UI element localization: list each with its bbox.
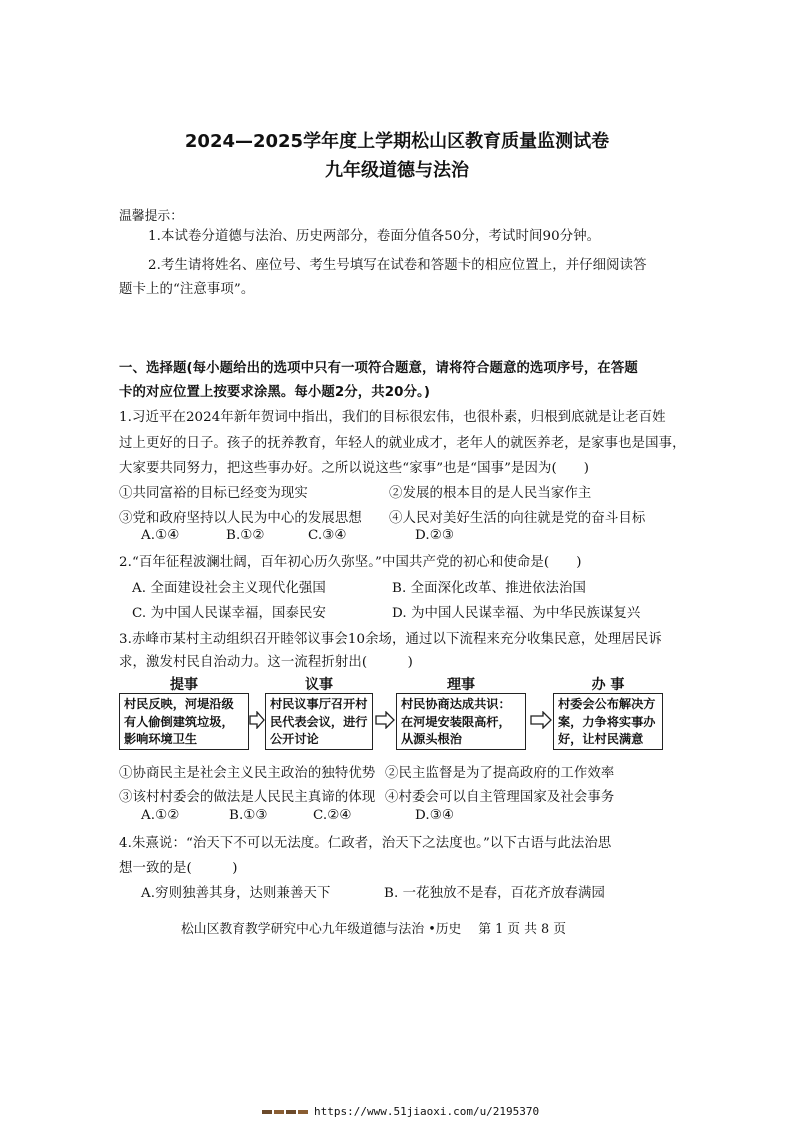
- q1-stem-2: 过上更好的日子。孩子的抚养教育，年轻人的就业成才，老年人的就医养老，是家事也是国事，: [119, 436, 686, 451]
- q1-stem-3: 大家要共同努力，把这些事办好。之所以说这些“家事”也是“国事”是因为( ): [119, 461, 590, 476]
- page-footer: 松山区教育教学研究中心九年级道德与法治 •历史 第 1 页 共 8 页: [181, 922, 567, 937]
- q3-option-c: C.②④: [313, 808, 352, 823]
- q1-statement-1: ①共同富裕的目标已经变为现实: [119, 486, 308, 501]
- q1-stem-1: 1.习近平在2024年新年贺词中指出，我们的目标很宏伟，也很朴素，归根到底就是让老百姓: [119, 410, 666, 425]
- q1-option-b: B.①②: [226, 528, 265, 543]
- flow-head-2: 议事: [305, 677, 333, 693]
- q1-statement-3: ③党和政府坚持以人民为中心的发展思想: [119, 511, 362, 526]
- flow-box-3: 村民协商达成共识：在河堤安装限高杆，从源头根治: [396, 693, 526, 750]
- q1-option-c: C.③④: [308, 528, 347, 543]
- q1-option-d: D.②③: [415, 528, 454, 543]
- q2-option-a: A. 全面建设社会主义现代化强国: [132, 581, 326, 596]
- q3-option-b: B.①③: [229, 808, 268, 823]
- q3-statement-4: ④村委会可以自主管理国家及社会事务: [385, 790, 615, 805]
- q3-stem-2: 求，激发村民自治动力。这一流程折射出( ): [119, 655, 413, 670]
- flow-box-1: 村民反映，河堤沿级有人偷倒建筑垃圾，影响环境卫生: [119, 693, 249, 750]
- q4-option-a: A.穷则独善其身，达则兼善天下: [141, 886, 331, 901]
- flow-arrow-1: [249, 711, 265, 729]
- q3-statement-3: ③该村村委会的做法是人民民主真谛的体现: [119, 790, 376, 805]
- tips-line-2b: 题卡上的“注意事项”。: [119, 282, 255, 297]
- q3-option-a: A.①②: [141, 808, 180, 823]
- q2-option-d: D. 为中国人民谋幸福、为中华民族谋复兴: [392, 606, 641, 621]
- q4-stem-2: 想一致的是( ): [119, 861, 238, 876]
- watermark: [262, 1105, 539, 1118]
- q1-option-a: A.①④: [141, 528, 180, 543]
- tips-label: 温馨提示：: [119, 209, 183, 224]
- flow-box-2: 村民议事厅召开村民代表会议，进行公开讨论: [265, 693, 373, 750]
- flow-arrow-3: [530, 711, 552, 729]
- q3-statement-2: ②民主监督是为了提高政府的工作效率: [385, 766, 615, 781]
- q3-statement-1: ①协商民主是社会主义民主政治的独特优势: [119, 766, 376, 781]
- section1-line-1: 一、选择题(每小题给出的选项中只有一项符合题意，请将符合题意的选项序号，在答题: [119, 361, 638, 376]
- flow-head-3: 理事: [447, 677, 475, 693]
- q2-option-b: B. 全面深化改革、推进依法治国: [392, 581, 587, 596]
- q1-statement-4: ④人民对美好生活的向往就是党的奋斗目标: [389, 511, 646, 526]
- q4-stem-1: 4.朱熹说：“治天下不可以无法度。仁政者，治天下之法度也。”以下古语与此法治思: [119, 836, 612, 851]
- watermark-logo-icon: [262, 1108, 308, 1116]
- q3-option-d: D.③④: [415, 808, 454, 823]
- flow-head-4: 办 事: [591, 677, 625, 693]
- q4-option-b: B. 一花独放不是春，百花齐放春满园: [384, 886, 606, 901]
- tips-line-1: 1.本试卷分道德与法治、历史两部分，卷面分值各50分，考试时间90分钟。: [148, 229, 601, 244]
- exam-subtitle: 九年级道德与法治: [325, 160, 469, 181]
- flow-head-1: 提事: [170, 677, 198, 693]
- q1-statement-2: ②发展的根本目的是人民当家作主: [389, 486, 592, 501]
- q2-option-c: C. 为中国人民谋幸福，国泰民安: [132, 606, 326, 621]
- q3-stem-1: 3.赤峰市某村主动组织召开睦邻议事会10余场，通过以下流程来充分收集民意，处理居民诉: [119, 632, 662, 647]
- flow-box-4: 村委会公布解决方案，力争将实事办好，让村民满意: [553, 693, 663, 750]
- flow-arrow-2: [375, 711, 395, 729]
- section1-line-2: 卡的对应位置上按要求涂黑。每小题2分，共20分。): [119, 385, 431, 400]
- watermark-url: https://www.51jiaoxi.com/u/2195370: [314, 1105, 540, 1118]
- q2-stem: 2.“百年征程波澜壮阔，百年初心历久弥坚。”中国共产党的初心和使命是( ): [119, 555, 582, 570]
- exam-title: 2024—2025学年度上学期松山区教育质量监测试卷: [184, 131, 610, 152]
- tips-line-2a: 2.考生请将姓名、座位号、考生号填写在试卷和答题卡的相应位置上，并仔细阅读答: [148, 258, 647, 273]
